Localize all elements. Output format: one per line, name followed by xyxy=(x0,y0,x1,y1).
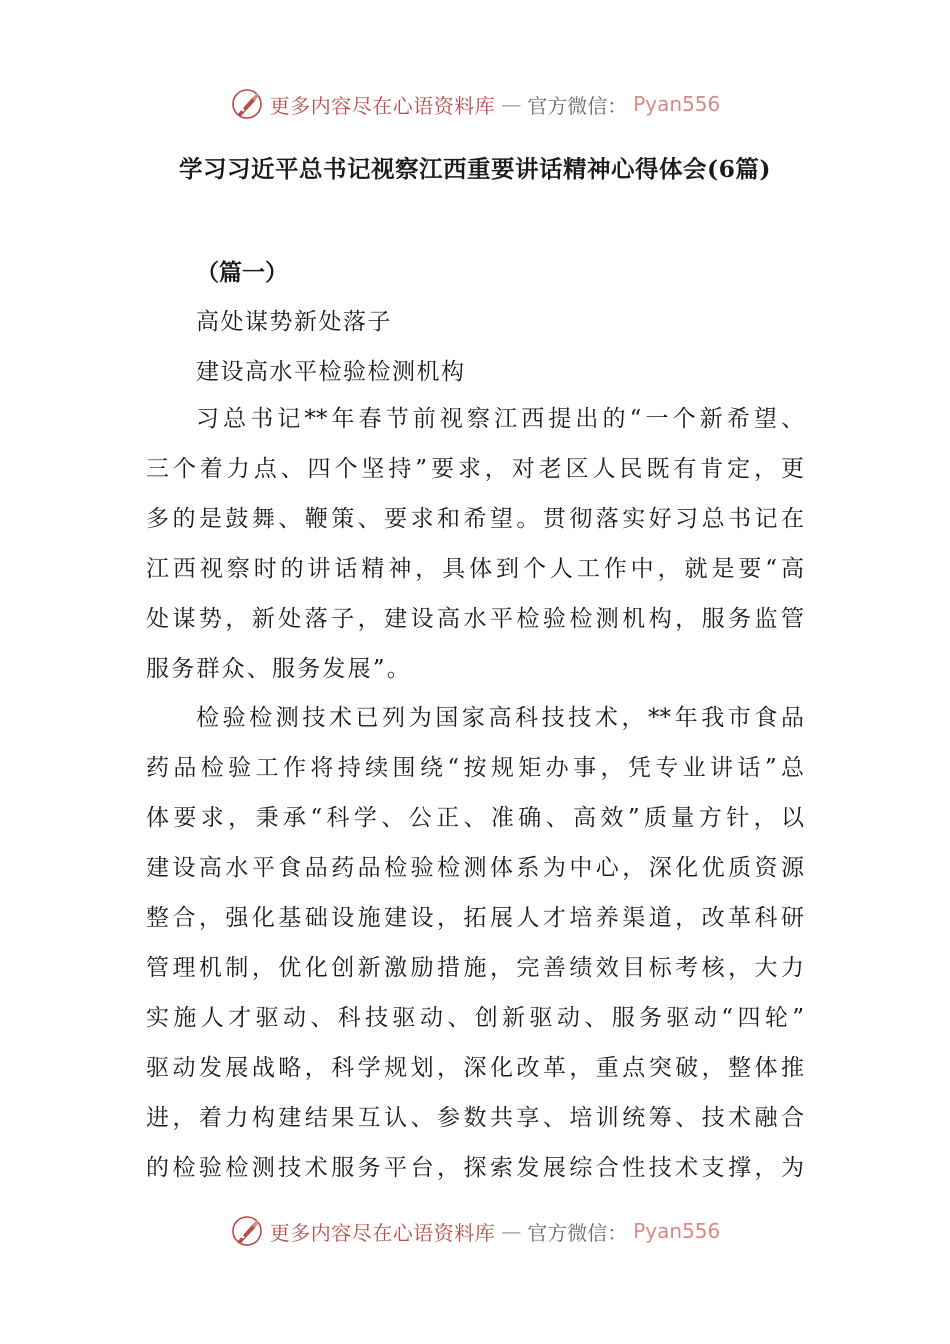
paragraph-line: 江西视察时的讲话精神，具体到个人工作中，就是要“高 xyxy=(146,556,804,582)
banner-separator: — xyxy=(501,1219,522,1243)
section-heading: （篇一） xyxy=(196,259,288,286)
paragraph-line: 检验检测技术已列为国家高科技技术，**年我市食品 xyxy=(196,705,804,731)
paragraph-line: 整合，强化基础设施建设，拓展人才培养渠道，改革科研 xyxy=(146,905,804,931)
paragraph-line: 实施人才驱动、科技驱动、创新驱动、服务驱动“四轮” xyxy=(146,1005,804,1031)
pen-nib-logo-icon xyxy=(230,1214,264,1248)
paragraph-line: 驱动发展战略，科学规划，深化改革，重点突破，整体推 xyxy=(146,1055,804,1081)
paragraph-line: 的检验检测技术服务平台，探索发展综合性技术支撑，为 xyxy=(146,1155,804,1181)
paragraph-line: 药品检验工作将持续围绕“按规矩办事，凭专业讲话”总 xyxy=(146,755,804,781)
paragraph-line: 多的是鼓舞、鞭策、要求和希望。贯彻落实好习总书记在 xyxy=(146,506,804,532)
paragraph-line: 习总书记**年春节前视察江西提出的“一个新希望、 xyxy=(196,406,804,432)
paragraph-line: 三个着力点、四个坚持”要求，对老区人民既有肯定，更 xyxy=(146,456,804,482)
banner-contact-label: 官方微信： xyxy=(527,93,628,118)
body-paragraph-2 xyxy=(146,693,804,1193)
paragraph-line: 管理机制，优化创新激励措施，完善绩效目标考核，大力 xyxy=(146,955,804,981)
banner-promo-text: 更多内容尽在心语资料库 xyxy=(269,93,496,118)
banner-wechat-handle: Pyan556 xyxy=(633,1219,721,1243)
footer-banner xyxy=(0,1211,950,1251)
banner-contact-label: 官方微信： xyxy=(527,1220,628,1245)
paragraph-line: 处谋势，新处落子，建设高水平检验检测机构，服务监管 xyxy=(146,606,804,632)
document-title: 学习习近平总书记视察江西重要讲话精神心得体会(6篇) xyxy=(178,155,772,183)
subheading-2: 建设高水平检验检测机构 xyxy=(196,359,466,385)
paragraph-line: 体要求，秉承“科学、公正、准确、高效”质量方针，以 xyxy=(146,805,804,831)
paragraph-line: 服务群众、服务发展”。 xyxy=(146,656,412,682)
subheading-1: 高处谋势新处落子 xyxy=(196,309,392,335)
paragraph-line: 建设高水平食品药品检验检测体系为中心，深化优质资源 xyxy=(146,855,804,881)
body-paragraph-1 xyxy=(146,394,804,694)
paragraph-line: 进，着力构建结果互认、参数共享、培训统筹、技术融合 xyxy=(146,1105,804,1131)
pen-nib-logo-icon xyxy=(230,87,264,121)
banner-separator: — xyxy=(501,92,522,116)
banner-wechat-handle: Pyan556 xyxy=(633,92,721,116)
banner-promo-text: 更多内容尽在心语资料库 xyxy=(269,1220,496,1245)
header-banner xyxy=(0,84,950,124)
